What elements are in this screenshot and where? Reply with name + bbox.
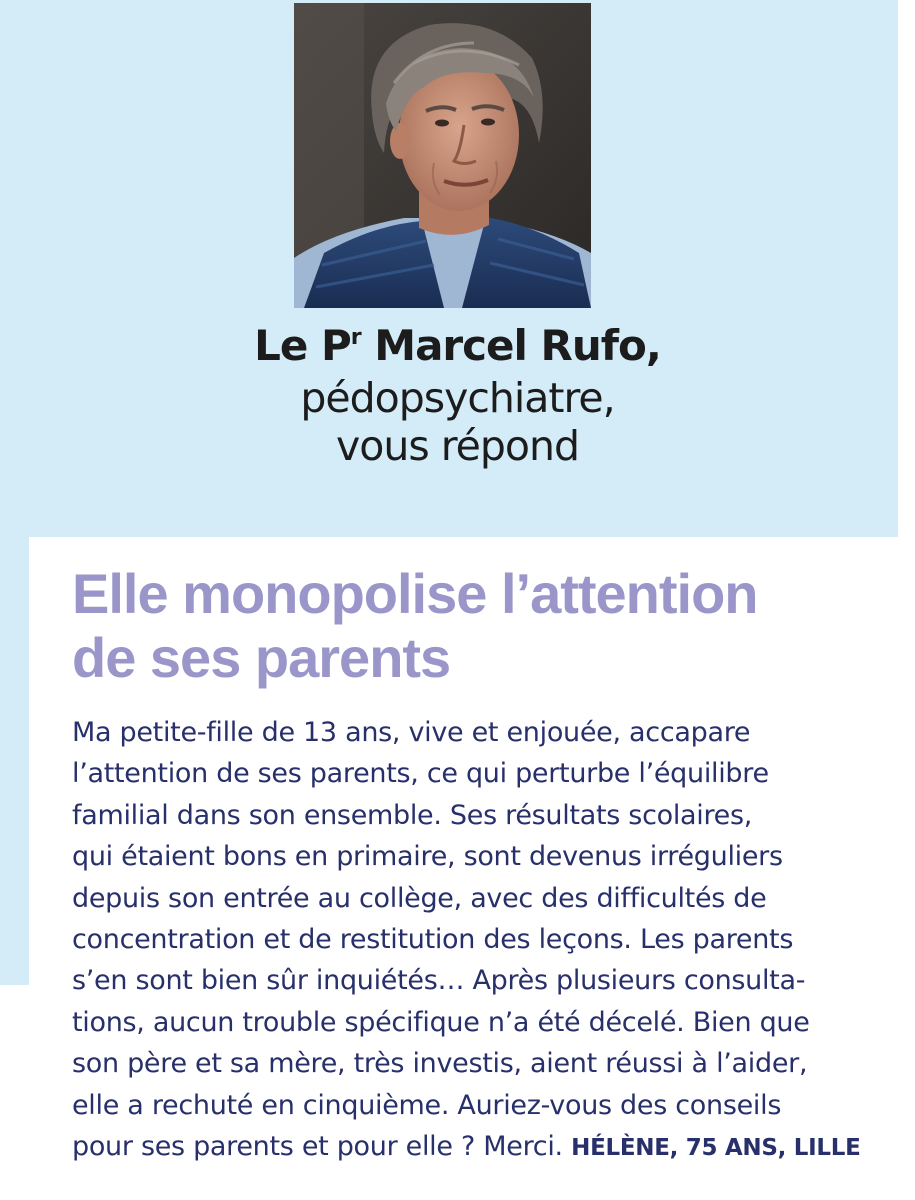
- letter-line: pour ses parents et pour elle ? Merci.: [72, 1131, 563, 1163]
- reader-letter: [72, 712, 887, 1169]
- author-role: pédopsychiatre,: [300, 374, 615, 422]
- letter-line: s’en sont bien sûr inquiétés… Après plusieurs consulta-: [72, 965, 806, 997]
- author-title-superscript: r: [350, 325, 361, 350]
- author-portrait-photo: [294, 3, 591, 308]
- letter-line: tions, aucun trouble spécifique n’a été décelé. Bien que: [72, 1006, 810, 1038]
- letter-line: familial dans son ensemble. Ses résultats scolaires,: [72, 799, 753, 831]
- portrait-illustration: [294, 3, 591, 308]
- letter-line: qui étaient bons en primaire, sont devenus irréguliers: [72, 841, 783, 873]
- letter-line: depuis son entrée au collège, avec des difficultés de: [72, 882, 767, 914]
- author-byline: [0, 318, 915, 470]
- headline-line: Elle monopolise l’attention: [72, 562, 758, 625]
- author-title-prefix: Le P: [254, 321, 351, 370]
- letter-signature: HÉLÈNE, 75 ANS, LILLE: [571, 1135, 861, 1162]
- author-response-label: vous répond: [335, 422, 580, 470]
- author-name-text: Marcel Rufo,: [360, 321, 661, 370]
- letter-line: son père et sa mère, très investis, aient réussi à l’aider,: [72, 1048, 808, 1080]
- headline-line: de ses parents: [72, 626, 451, 689]
- author-name: [0, 318, 915, 374]
- letter-line: l’attention de ses parents, ce qui perturbe l’équilibre: [72, 758, 769, 790]
- letter-line: Ma petite-fille de 13 ans, vive et enjouée, accapare: [72, 717, 751, 748]
- letter-last-line: [72, 1126, 887, 1169]
- letter-line: concentration et de restitution des leçons. Les parents: [72, 924, 794, 956]
- article-headline: [72, 562, 902, 690]
- letter-line: elle a rechuté en cinquième. Auriez-vous des conseils: [72, 1089, 782, 1121]
